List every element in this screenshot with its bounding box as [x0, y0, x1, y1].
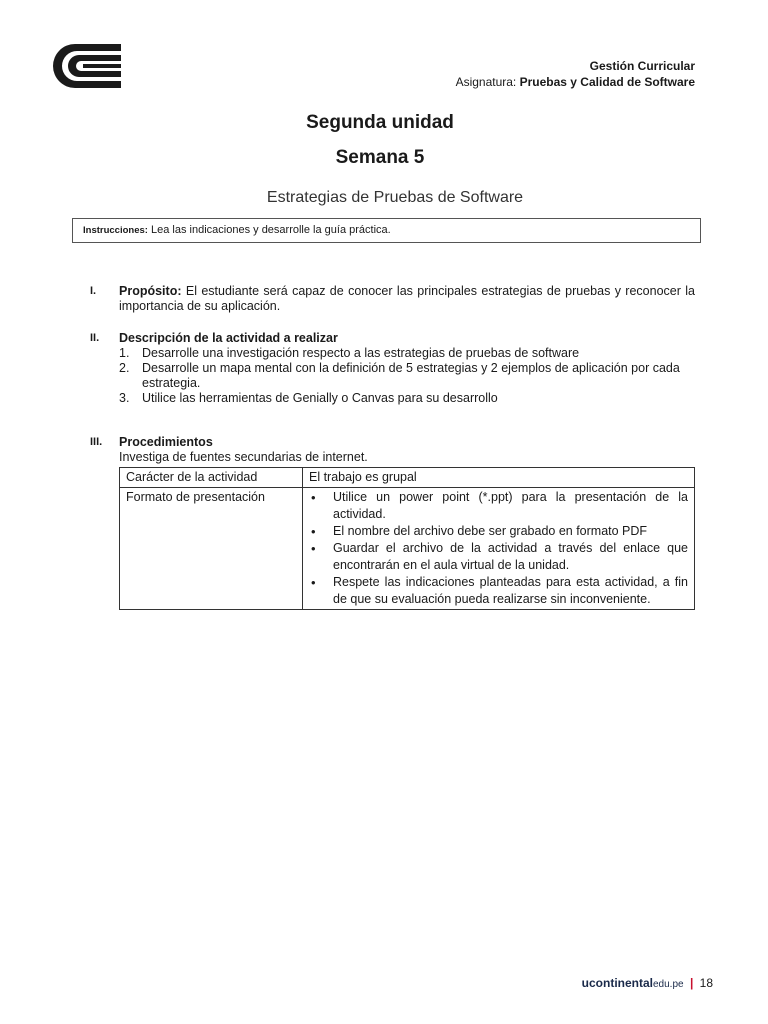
list-item: • Guardar el archivo de la actividad a través del enlace que encontrarán en el aula virtual de la unidad. [309, 540, 688, 574]
list-number: 2. [119, 361, 130, 375]
section-body [119, 435, 695, 465]
list-number: 3. [119, 391, 130, 405]
section-body [119, 331, 695, 406]
section-body [119, 284, 695, 314]
footer-domain: edu.pe [653, 979, 684, 990]
instructions-box [72, 218, 701, 243]
list-text: Desarrolle un mapa mental con la definición de 5 estrategias y 2 ejemplos de aplicación por cada estrategia. [142, 361, 680, 390]
org-line: Gestión Curricular [589, 59, 695, 73]
list-text: Desarrolle una investigación respecto a las estrategias de pruebas de software [142, 346, 580, 360]
activity-list [119, 346, 695, 406]
table-cell-value: El trabajo es grupal [303, 468, 695, 488]
format-bullet-list [309, 489, 688, 608]
section-intro: Investiga de fuentes secundarias de internet. [119, 450, 368, 464]
footer-separator: | [689, 976, 694, 990]
instructions-colon: : [144, 225, 148, 236]
list-number: 1. [119, 346, 130, 360]
section-number: I. [90, 285, 97, 297]
section-heading: Descripción de la actividad a realizar [119, 331, 338, 345]
page-footer [582, 976, 713, 990]
list-text: Utilice las herramientas de Genially o Canvas para su desarrollo [142, 391, 498, 405]
unit-title: Segunda unidad [306, 112, 454, 133]
subject-label: Asignatura: [455, 75, 517, 89]
week-title: Semana 5 [335, 147, 425, 168]
instructions-label: Instrucciones [83, 225, 145, 236]
list-item: • Respete las indicaciones planteadas para esta actividad, a fin de que su evaluación pueda realizarse sin inconveniente. [309, 574, 688, 608]
section-number: II. [90, 332, 100, 344]
footer-brand: ucontinental [581, 976, 653, 990]
document-header [456, 58, 695, 90]
list-item [119, 346, 695, 361]
section-heading: Procedimientos [119, 435, 213, 449]
university-logo-icon [53, 42, 123, 90]
section-heading: Propósito: [119, 284, 182, 298]
table-row [120, 468, 695, 488]
section-number: III. [90, 436, 103, 448]
table-cell-label: Carácter de la actividad [120, 468, 303, 488]
section-text: El estudiante será capaz de conocer las principales estrategias de pruebas y reconocer la importancia de su aplicación. [119, 284, 695, 313]
instructions-text: Lea las indicaciones y desarrolle la guía práctica. [151, 224, 391, 236]
procedures-table [119, 467, 695, 610]
table-cell-value [303, 488, 695, 610]
page-number: 18 [699, 976, 713, 990]
list-item [119, 361, 695, 391]
table-row [120, 488, 695, 610]
list-item: • El nombre del archivo debe ser grabado en formato PDF [309, 523, 688, 540]
subject-name: Pruebas y Calidad de Software [519, 75, 695, 89]
topic-title: Estrategias de Pruebas de Software [266, 189, 524, 206]
list-item: • Utilice un power point (*.ppt) para la presentación de la actividad. [309, 489, 688, 523]
subject-line [456, 74, 695, 90]
list-item [119, 391, 695, 406]
table-cell-label: Formato de presentación [120, 488, 303, 610]
